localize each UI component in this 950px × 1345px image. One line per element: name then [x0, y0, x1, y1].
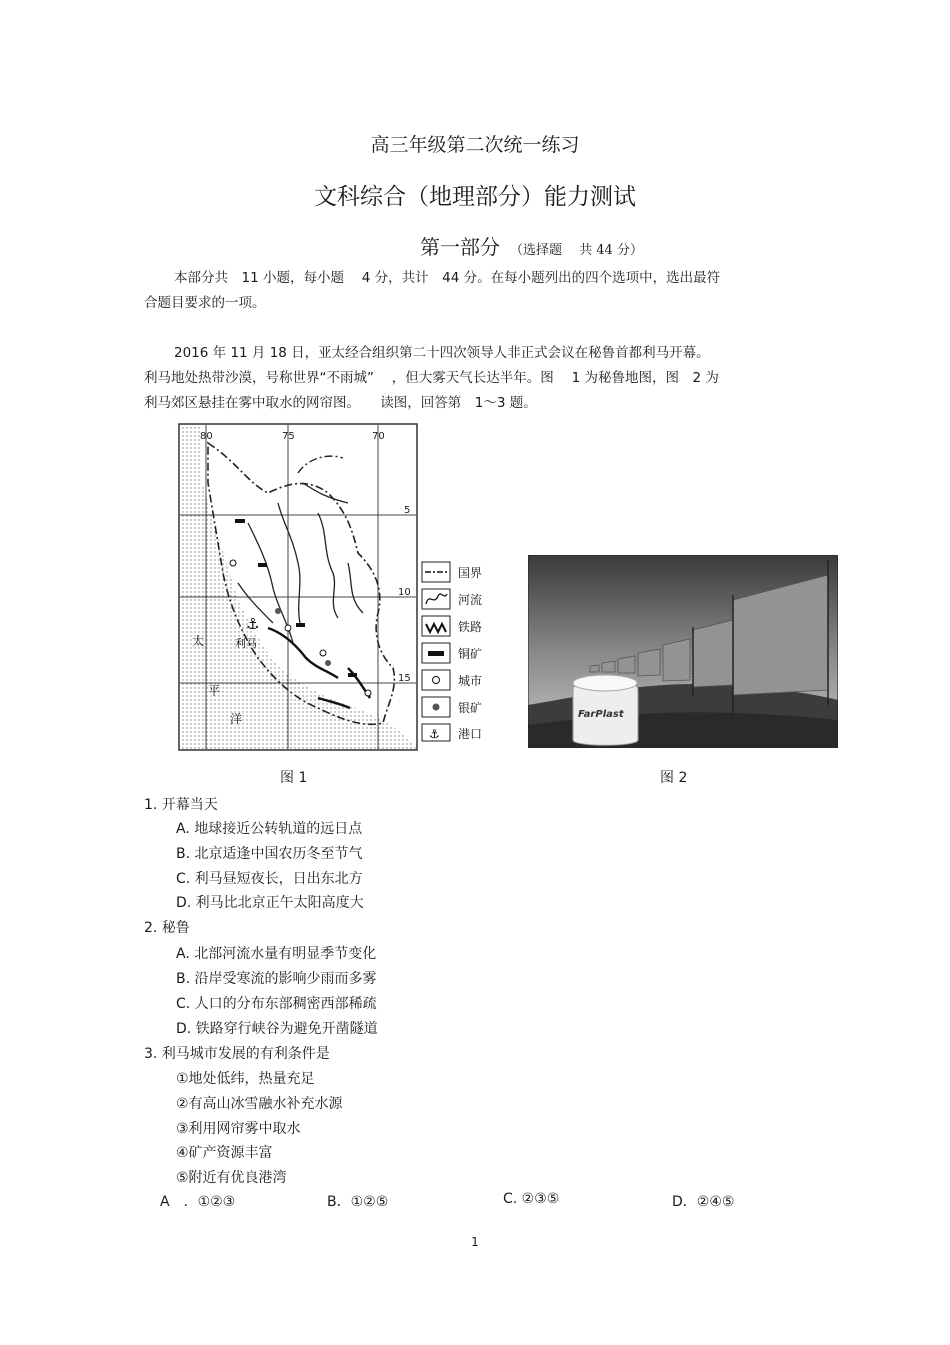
legend-label: 铁路	[458, 620, 483, 634]
map-legend	[420, 560, 500, 742]
lat-label: 10	[398, 587, 411, 598]
lon-label: 80	[200, 431, 213, 442]
passage-line: 利马地处热带沙漠，号称世界“不雨城” ，但大雾天气长达半年。图 1 为秘鲁地图，图 2 为	[144, 370, 719, 386]
question-option: B. 沿岸受寒流的影响少雨而多雾	[176, 971, 377, 987]
city-label-lima: 利马	[235, 637, 257, 650]
question-option: ⑤附近有优良港湾	[176, 1170, 287, 1186]
legend-label: 港口	[458, 727, 483, 741]
ocean-label: 平	[208, 684, 221, 698]
question-option: ④矿产资源丰富	[176, 1145, 273, 1161]
question-option: B. 北京适逢中国农历冬至节气	[176, 846, 363, 862]
passage-paragraph	[144, 341, 814, 416]
port-anchor-icon: ⚓	[246, 615, 260, 633]
passage-line: 2016 年 11 月 18 日，亚太经合组织第二十四次领导人非正式会议在秘鲁首都利马开幕。	[174, 345, 710, 361]
exam-subtitle: 文科综合（地理部分）能力测试	[314, 184, 636, 210]
answer-choice: B．①②⑤	[327, 1194, 389, 1210]
legend-label: 铜矿	[458, 647, 483, 661]
intro-line: 本部分共 11 小题，每小题 4 分，共计 44 分。在每小题列出的四个选项中，选出最符	[174, 270, 721, 286]
question-option: A. 地球接近公转轨道的远日点	[176, 821, 363, 837]
figure-caption: 图 2	[660, 770, 688, 786]
water-tank	[573, 675, 638, 745]
lat-label: 15	[398, 673, 411, 684]
question-option: D. 铁路穿行峡谷为避免开凿隧道	[176, 1021, 378, 1037]
legend-label: 银矿	[458, 701, 483, 715]
question-stem: 3. 利马城市发展的有利条件是	[144, 1046, 330, 1062]
city-icon	[433, 677, 440, 684]
answer-choice: D．②④⑤	[672, 1194, 735, 1210]
question-stem: 1. 开幕当天	[144, 797, 218, 813]
question-option: A. 北部河流水量有明显季节变化	[176, 946, 377, 962]
legend-label: 城市	[458, 674, 483, 688]
legend-label: 国界	[458, 566, 483, 580]
peru-map	[178, 423, 418, 751]
ocean-label: 洋	[230, 712, 243, 726]
tank-brand-text: FarPlast	[578, 709, 624, 720]
part-subtitle: （选择题 共 44 分）	[510, 243, 643, 258]
question-option: ①地处低纬，热量充足	[176, 1071, 315, 1087]
question-option: C. 利马昼短夜长，日出东北方	[176, 871, 363, 887]
part-title: 第一部分	[420, 235, 500, 259]
intro-paragraph	[144, 266, 814, 316]
question-option: C. 人口的分布东部稠密西部稀疏	[176, 996, 377, 1012]
question-option: ③利用网帘雾中取水	[176, 1121, 301, 1137]
page-number: 1	[471, 1235, 479, 1249]
silver-mine-icon	[433, 704, 440, 711]
question-option: D. 利马比北京正午太阳高度大	[176, 895, 364, 911]
question-stem: 2. 秘鲁	[144, 920, 190, 936]
intro-line: 合题目要求的一项。	[144, 295, 266, 311]
fog-net-photo	[528, 555, 838, 748]
river-icon	[426, 594, 447, 604]
exam-title: 高三年级第二次统一练习	[370, 134, 580, 156]
ocean-label: 太	[192, 634, 205, 648]
passage-line: 利马郊区悬挂在雾中取水的网帘图。 读图，回答第 1～3 题。	[144, 395, 537, 411]
legend-label: 河流	[458, 593, 483, 607]
question-option: ②有高山冰雪融水补充水源	[176, 1096, 343, 1112]
lon-label: 70	[372, 431, 385, 442]
figure-caption: 图 1	[280, 770, 308, 786]
railway-icon	[426, 624, 446, 632]
answer-choice: C. ②③⑤	[503, 1191, 560, 1207]
lon-label: 75	[282, 431, 295, 442]
lat-label: 5	[404, 505, 411, 516]
port-anchor-icon: ⚓	[429, 727, 440, 741]
copper-mine-icon	[428, 651, 444, 656]
part-heading	[420, 231, 643, 260]
answer-choice: A ．①②③	[160, 1194, 236, 1210]
